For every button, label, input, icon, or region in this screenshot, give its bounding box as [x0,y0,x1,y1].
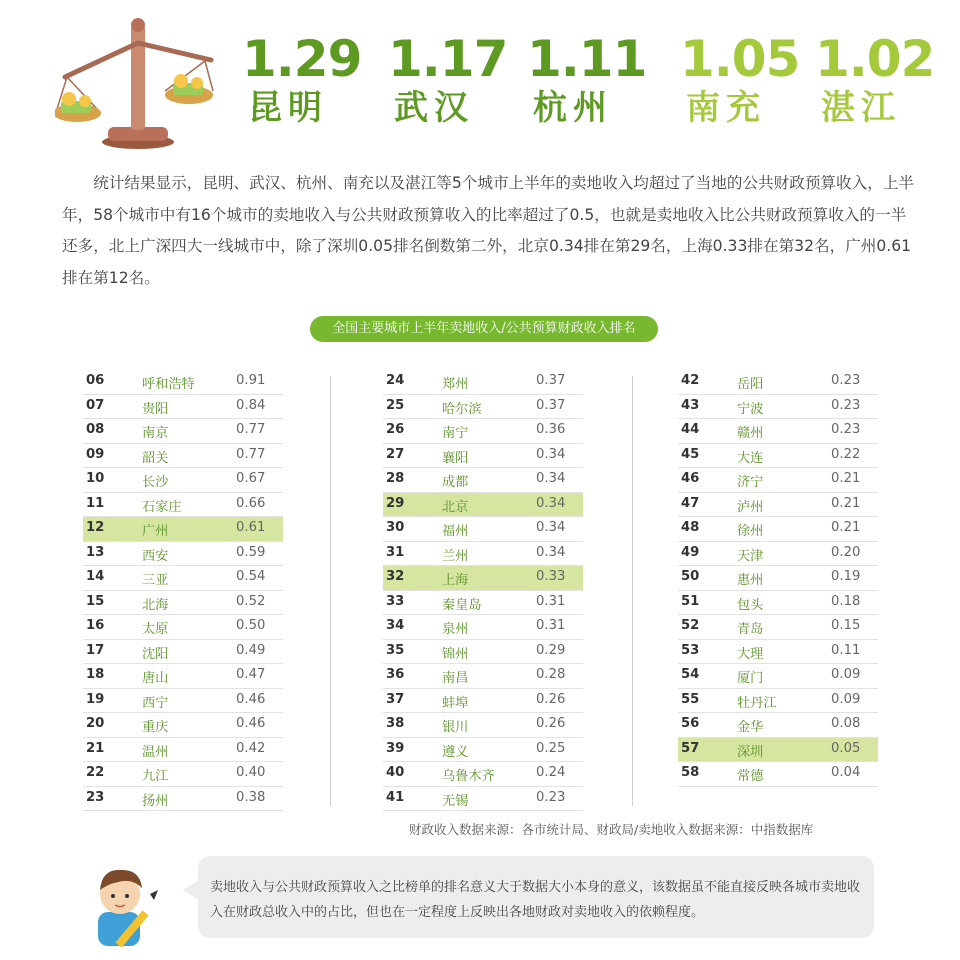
cell-ratio: 0.50 [236,618,266,633]
cell-rank: 32 [386,569,405,584]
cell-city: 大理 [737,646,764,662]
top-city-name: 武汉 [394,88,474,128]
cell-ratio: 0.20 [831,544,861,560]
table-row [83,762,283,787]
cell-rank: 49 [681,544,700,560]
cell-ratio: 0.34 [536,544,566,560]
table-row [678,762,878,787]
top-city-4 [680,30,800,128]
table-row [83,689,283,714]
cell-ratio: 0.23 [831,397,861,413]
cell-rank: 23 [86,789,105,805]
cell-city: 牡丹江 [737,695,777,711]
table-row [83,566,283,591]
cell-rank: 07 [86,397,105,413]
cell-ratio: 0.26 [536,716,566,731]
cell-rank: 19 [86,691,105,707]
cell-city: 温州 [142,744,169,760]
table-row [83,419,283,444]
table-row [383,493,583,518]
cell-rank: 48 [681,520,700,535]
table-row [678,591,878,616]
cell-city: 秦皇岛 [442,597,482,613]
cell-city: 石家庄 [142,499,182,515]
table-row [678,615,878,640]
top-city-2 [388,30,508,128]
table-row [678,493,878,518]
cell-ratio: 0.36 [536,422,566,437]
cell-city: 蚌埠 [442,695,469,711]
cell-rank: 06 [86,373,105,388]
top-city-value: 1.02 [815,30,935,88]
cell-ratio: 0.33 [536,569,566,584]
top-city-value: 1.29 [242,30,362,88]
cell-ratio: 0.18 [831,593,861,609]
cell-city: 重庆 [142,720,169,735]
cell-city: 银川 [442,720,469,735]
cell-rank: 14 [86,569,105,584]
cell-ratio: 0.23 [536,789,566,805]
table-row [678,370,878,395]
table-row [83,370,283,395]
table-row [83,713,283,738]
cell-rank: 25 [386,397,405,413]
table-row [83,591,283,616]
cell-ratio: 0.31 [536,593,566,609]
table-row [383,395,583,420]
cell-rank: 38 [386,716,405,731]
table-row [383,591,583,616]
cell-ratio: 0.26 [536,691,566,707]
cell-ratio: 0.23 [831,373,861,388]
table-row [678,664,878,689]
cell-ratio: 0.47 [236,667,266,682]
intro-paragraph: 统计结果显示，昆明、武汉、杭州、南充以及湛江等5个城市上半年的卖地收入均超过了当地的公共财政预算收入，上半年，58个城市中有16个城市的卖地收入与公共财政预算收入的比率超过了0.5，也就是卖地收入比公共财政预算收入的一半还多，北上广深四大一线城市中，除了深圳0.05排名倒数第二外，北京0.34排在第29名，上海0.33排在第32名，广州0.61排在第12名。 [62,174,914,287]
cell-rank: 46 [681,471,700,486]
table-column-2 [383,370,583,811]
table-row [678,713,878,738]
cell-ratio: 0.84 [236,397,266,413]
table-row [678,689,878,714]
cell-rank: 22 [86,765,105,780]
table-row [383,542,583,567]
cell-rank: 08 [86,422,105,437]
cell-city: 金华 [737,720,764,735]
cell-ratio: 0.54 [236,569,266,584]
cell-ratio: 0.38 [236,789,266,805]
cell-rank: 20 [86,716,105,731]
table-row [678,444,878,469]
cell-city: 徐州 [737,524,764,539]
cell-ratio: 0.37 [536,373,566,388]
column-divider [632,376,633,806]
cell-rank: 57 [681,740,700,756]
cell-city: 南京 [142,426,169,441]
top-city-5 [815,30,935,128]
cell-ratio: 0.91 [236,373,266,388]
top-city-value: 1.05 [680,30,800,88]
cell-ratio: 0.24 [536,765,566,780]
table-row [678,468,878,493]
table-row [678,542,878,567]
table-row [383,370,583,395]
cell-ratio: 0.11 [831,642,861,658]
cell-ratio: 0.42 [236,740,266,756]
table-column-3 [678,370,878,787]
cell-ratio: 0.09 [831,691,861,707]
boy-with-pencil-icon [88,860,168,948]
table-row [83,542,283,567]
cell-city: 乌鲁木齐 [442,769,495,784]
table-row [383,664,583,689]
table-row [83,468,283,493]
cell-city: 兰州 [442,548,469,564]
cell-ratio: 0.46 [236,691,266,707]
table-row [383,517,583,542]
note-text: 卖地收入与公共财政预算收入之比榜单的排名意义大于数据大小本身的意义，该数据虽不能直接反映各城市卖地收入在财政总收入中的占比，但也在一定程度上反映出各地财政对卖地收入的依赖程度。 [210,880,861,920]
cell-rank: 45 [681,446,700,462]
table-row [383,444,583,469]
table-row [678,517,878,542]
cell-city: 赣州 [737,426,764,441]
cell-city: 长沙 [142,475,169,490]
table-column-1 [83,370,283,811]
cell-ratio: 0.49 [236,642,266,658]
cell-rank: 42 [681,373,700,388]
cell-ratio: 0.46 [236,716,266,731]
cell-rank: 12 [86,520,105,535]
cell-city: 大连 [737,450,764,466]
cell-ratio: 0.05 [831,740,861,756]
cell-ratio: 0.34 [536,471,566,486]
top-city-name: 昆明 [248,88,328,128]
cell-rank: 55 [681,691,700,707]
cell-ratio: 0.29 [536,642,566,658]
cell-ratio: 0.61 [236,520,266,535]
cell-ratio: 0.19 [831,569,861,584]
cell-city: 北京 [442,499,469,515]
table-row [383,419,583,444]
table-row [383,713,583,738]
cell-rank: 15 [86,593,105,609]
cell-ratio: 0.23 [831,422,861,437]
cell-city: 呼和浩特 [142,377,195,392]
cell-city: 西安 [142,548,169,564]
cell-city: 扬州 [142,793,169,809]
table-row [83,615,283,640]
cell-ratio: 0.09 [831,667,861,682]
cell-rank: 09 [86,446,105,462]
cell-rank: 31 [386,544,405,560]
table-row [678,640,878,665]
cell-ratio: 0.31 [536,618,566,633]
cell-rank: 52 [681,618,700,633]
cell-ratio: 0.66 [236,495,266,511]
top-city-value: 1.11 [527,30,647,88]
cell-city: 宁波 [737,401,764,417]
cell-city: 青岛 [737,622,764,637]
top-city-value: 1.17 [388,30,508,88]
table-row [383,689,583,714]
cell-rank: 17 [86,642,105,658]
cell-rank: 43 [681,397,700,413]
balance-scale-icon [55,15,215,150]
top-city-name: 杭州 [533,88,613,128]
cell-city: 广州 [142,524,169,539]
cell-ratio: 0.21 [831,495,861,511]
table-row [678,395,878,420]
cell-city: 北海 [142,597,169,613]
cell-city: 沈阳 [142,646,169,662]
cell-city: 岳阳 [737,377,764,392]
table-row [383,566,583,591]
cell-city: 泸州 [737,499,764,515]
cell-city: 成都 [442,475,469,490]
cell-rank: 11 [86,495,105,511]
table-row [83,444,283,469]
cell-rank: 54 [681,667,700,682]
cell-rank: 36 [386,667,405,682]
cell-rank: 51 [681,593,700,609]
cell-rank: 16 [86,618,105,633]
cell-city: 南昌 [442,671,469,686]
table-row [83,640,283,665]
cell-city: 包头 [737,597,764,613]
cell-rank: 33 [386,593,405,609]
cell-ratio: 0.34 [536,520,566,535]
cell-rank: 29 [386,495,405,511]
table-row [678,566,878,591]
cell-rank: 26 [386,422,405,437]
table-row [383,738,583,763]
cell-rank: 24 [386,373,405,388]
cell-ratio: 0.04 [831,765,861,780]
cell-city: 锦州 [442,646,469,662]
cell-ratio: 0.77 [236,422,266,437]
cell-city: 福州 [442,524,469,539]
cell-rank: 28 [386,471,405,486]
cell-city: 遵义 [442,744,469,760]
cell-ratio: 0.25 [536,740,566,756]
cell-rank: 13 [86,544,105,560]
table-row [383,787,583,812]
table-row [83,395,283,420]
table-row [678,419,878,444]
cell-rank: 40 [386,765,405,780]
top-city-3 [527,30,647,128]
table-row [678,738,878,763]
cell-rank: 18 [86,667,105,682]
cell-rank: 58 [681,765,700,780]
table-row [383,640,583,665]
cell-city: 惠州 [737,573,764,588]
cell-city: 韶关 [142,450,169,466]
cell-city: 九江 [142,769,169,784]
cell-ratio: 0.21 [831,471,861,486]
cell-city: 南宁 [442,426,469,441]
cell-rank: 41 [386,789,405,805]
cell-rank: 53 [681,642,700,658]
table-row [83,493,283,518]
column-divider [330,376,331,806]
cell-ratio: 0.08 [831,716,861,731]
table-row [83,787,283,812]
cell-city: 泉州 [442,622,469,637]
table-title: 全国主要城市上半年卖地收入/公共预算财政收入排名 [310,316,658,342]
note-bubble-pointer [183,880,199,900]
cell-ratio: 0.15 [831,618,861,633]
cell-ratio: 0.67 [236,471,266,486]
cell-ratio: 0.21 [831,520,861,535]
cell-rank: 37 [386,691,405,707]
table-row [383,468,583,493]
cell-city: 郑州 [442,377,469,392]
table-row [83,517,283,542]
cell-city: 西宁 [142,695,169,711]
cell-rank: 30 [386,520,405,535]
cell-ratio: 0.34 [536,495,566,511]
cell-city: 三亚 [142,573,169,588]
cell-ratio: 0.37 [536,397,566,413]
table-row [83,738,283,763]
cell-city: 天津 [737,548,764,564]
cell-city: 太原 [142,622,169,637]
table-row [383,615,583,640]
cell-rank: 56 [681,716,700,731]
table-row [383,762,583,787]
cell-rank: 21 [86,740,105,756]
cell-rank: 44 [681,422,700,437]
cell-city: 唐山 [142,671,169,686]
cell-city: 厦门 [737,671,764,686]
cell-city: 深圳 [737,744,764,760]
cell-ratio: 0.22 [831,446,861,462]
cell-rank: 39 [386,740,405,756]
top-city-name: 湛江 [821,88,901,128]
cell-rank: 47 [681,495,700,511]
table-row [83,664,283,689]
cell-rank: 50 [681,569,700,584]
data-source: 财政收入数据来源：各市统计局、财政局/卖地收入数据来源：中指数据库 [409,822,814,837]
cell-ratio: 0.52 [236,593,266,609]
cell-rank: 10 [86,471,105,486]
cell-city: 哈尔滨 [442,401,482,417]
cell-city: 无锡 [442,793,469,809]
cell-ratio: 0.34 [536,446,566,462]
cell-ratio: 0.59 [236,544,266,560]
cell-ratio: 0.28 [536,667,566,682]
cell-rank: 27 [386,446,405,462]
cell-city: 济宁 [737,475,764,490]
cell-city: 襄阳 [442,450,469,466]
cell-rank: 34 [386,618,405,633]
cell-ratio: 0.77 [236,446,266,462]
top-city-name: 南充 [686,88,766,128]
cell-city: 常德 [737,769,764,784]
cell-ratio: 0.40 [236,765,266,780]
cell-city: 上海 [442,573,469,588]
cell-rank: 35 [386,642,405,658]
cell-city: 贵阳 [142,401,169,417]
top-city-1 [242,30,362,128]
